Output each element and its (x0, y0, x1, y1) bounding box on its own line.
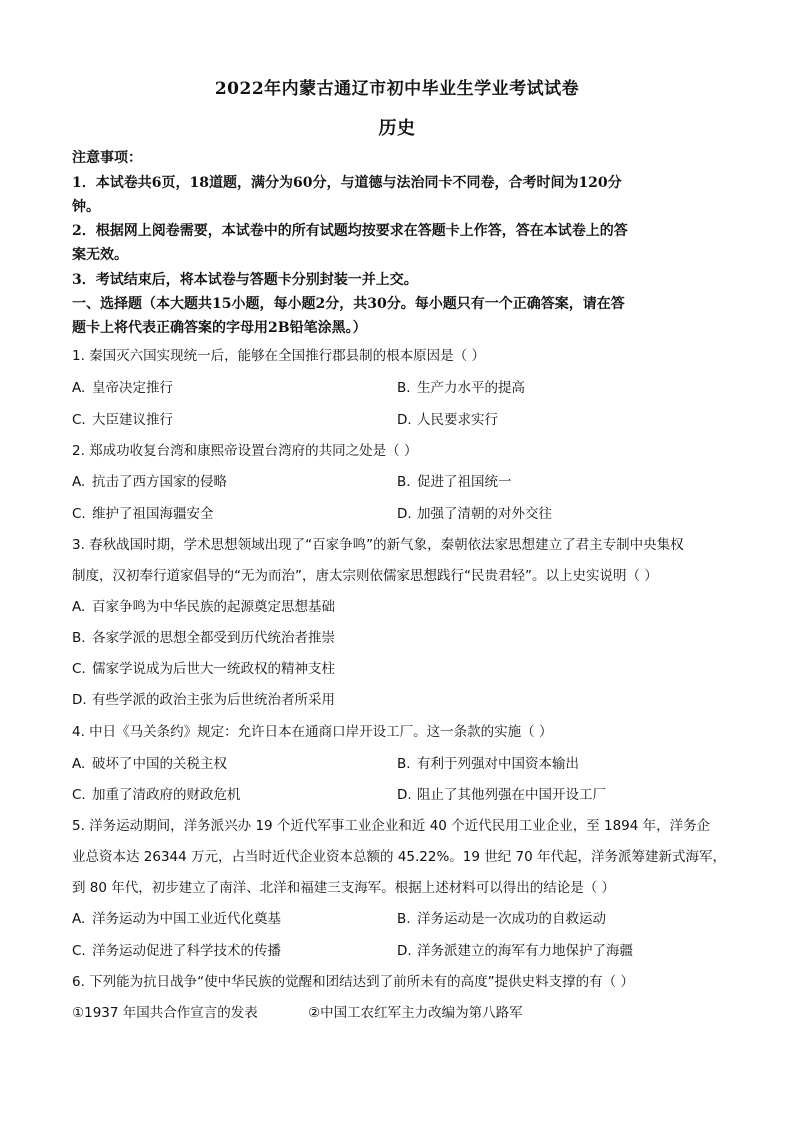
question-6-item-1: ①1937 年国共合作宣言的发表 (72, 1005, 258, 1021)
question-5-stem-cont-2: 到 80 年代，初步建立了南洋、北洋和福建三支海军。根据上述材料可以得出的结论是（ ） (72, 880, 616, 896)
notice-item-2: 2．根据网上阅卷需要，本试卷中的所有试题均按要求在答题卡上作答，答在本试卷上的答 (72, 223, 628, 239)
notice-item-3: 3．考试结束后，将本试卷与答题卡分别封装一并上交。 (72, 272, 418, 288)
notice-item-2-cont: 案无效。 (72, 247, 128, 263)
question-3-option-a: A. 百家争鸣为中华民族的起源奠定思想基础 (72, 599, 335, 615)
question-5-option-c: C. 洋务运动促进了科学技术的传播 (72, 943, 281, 959)
section-heading: 一、选择题（本大题共15小题，每小题2分，共30分。每小题只有一个正确答案，请在答 (72, 296, 625, 312)
question-5-stem-cont-1: 业总资本达 26344 万元，占当时近代企业资本总额的 45.22%。19 世纪 70 年代起，洋务派筹建新式海军， (72, 849, 727, 865)
question-1-option-c: C. 大臣建议推行 (72, 412, 173, 428)
question-4-option-a: A. 破坏了中国的关税主权 (72, 756, 227, 772)
section-heading-cont: 题卡上将代表正确答案的字母用2B铅笔涂黑。） (72, 320, 367, 336)
subject-title: 历史 (378, 118, 416, 139)
question-5-stem: 5. 洋务运动期间，洋务派兴办 19 个近代军事工业企业和近 40 个近代民用工业企业，至 1894 年，洋务企 (72, 818, 711, 834)
question-3-option-d: D. 有些学派的政治主张为后世统治者所采用 (72, 692, 335, 708)
question-5-option-b: B. 洋务运动是一次成功的自救运动 (397, 911, 606, 927)
question-4-option-c: C. 加重了清政府的财政危机 (72, 787, 241, 803)
notice-heading: 注意事项： (72, 150, 142, 166)
question-5-option-d: D. 洋务派建立的海军有力地保护了海疆 (397, 943, 633, 959)
question-4-stem: 4. 中日《马关条约》规定：允许日本在通商口岸开设工厂。这一条款的实施（ ） (72, 724, 553, 740)
question-1-option-a: A. 皇帝决定推行 (72, 380, 173, 396)
question-3-option-c: C. 儒家学说成为后世大一统政权的精神支柱 (72, 661, 335, 677)
question-4-option-b: B. 有利于列强对中国资本输出 (397, 756, 579, 772)
question-6-item-2: ②中国工农红军主力改编为第八路军 (308, 1005, 523, 1021)
question-2-option-a: A. 抗击了西方国家的侵略 (72, 474, 227, 490)
question-3-stem: 3. 春秋战国时期，学术思想领域出现了“百家争鸣”的新气象，秦朝依法家思想建立了君主专制中央集权 (72, 537, 684, 553)
question-2-option-d: D. 加强了清朝的对外交往 (397, 506, 552, 522)
exam-title: 2022年内蒙古通辽市初中毕业生学业考试试卷 (214, 79, 580, 99)
question-1-option-b: B. 生产力水平的提高 (397, 380, 525, 396)
question-4-option-d: D. 阻止了其他列强在中国开设工厂 (397, 787, 606, 803)
question-1-stem: 1. 秦国灭六国实现统一后，能够在全国推行郡县制的根本原因是（ ） (72, 348, 485, 364)
question-3-stem-cont: 制度，汉初奉行道家倡导的“无为而治”，唐太宗则依儒家思想践行“民贵君轻”。以上史实说明（ ） (72, 568, 658, 584)
notice-item-1: 1．本试卷共6页，18道题，满分为60分，与道德与法治同卡不同卷，合考时间为120分 (72, 175, 622, 191)
question-2-stem: 2. 郑成功收复台湾和康熙帝设置台湾府的共同之处是（ ） (72, 443, 418, 459)
question-3-option-b: B. 各家学派的思想全都受到历代统治者推崇 (72, 630, 335, 646)
question-5-option-a: A. 洋务运动为中国工业近代化奠基 (72, 911, 281, 927)
question-2-option-c: C. 维护了祖国海疆安全 (72, 506, 214, 522)
question-6-stem: 6. 下列能为抗日战争“使中华民族的觉醒和团结达到了前所未有的高度”提供史料支撑的有（ ） (72, 974, 634, 990)
question-1-option-d: D. 人民要求实行 (397, 412, 498, 428)
question-2-option-b: B. 促进了祖国统一 (397, 474, 512, 490)
notice-item-1-cont: 钟。 (72, 199, 100, 215)
